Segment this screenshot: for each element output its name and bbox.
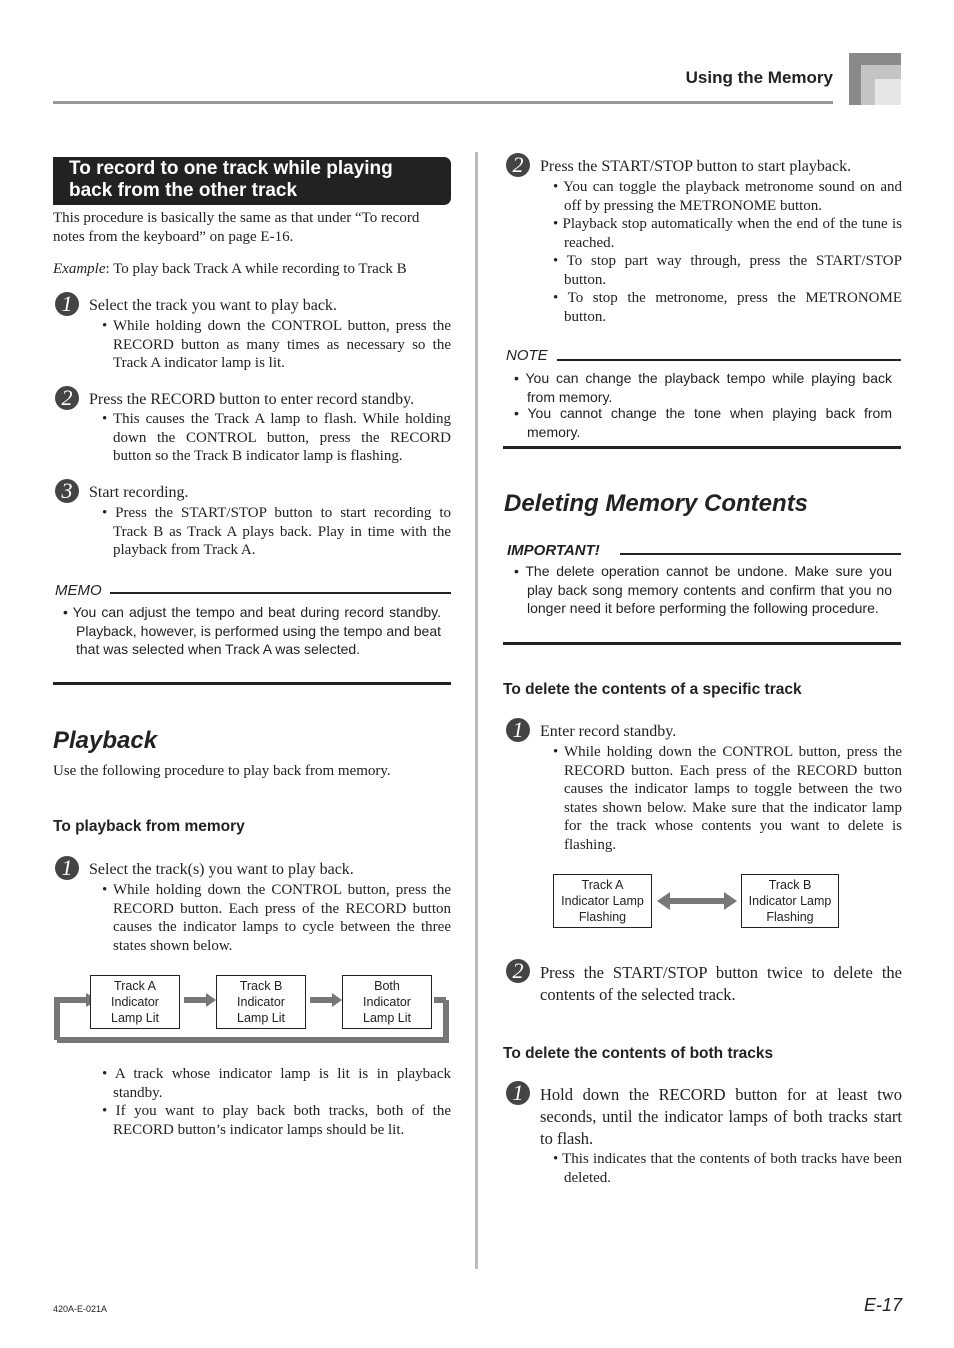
- step-number-2: 2: [506, 959, 530, 983]
- important-top-rule: [620, 553, 901, 555]
- note-bullet: • You cannot change the tone when playing back from memory.: [514, 405, 892, 440]
- step-bullet: • While holding down the CONTROL button, press the RECORD button as many times as necessary so the Track A indicator lamp is lit.: [102, 318, 451, 371]
- both-tracks-heading: To delete the contents of both tracks: [503, 1045, 774, 1062]
- step-text: Select the track(s) you want to play back.: [89, 861, 354, 878]
- box-line: Track B: [239, 979, 283, 993]
- step-bullet: • To stop the metronome, press the METRONOME button.: [553, 290, 902, 325]
- intro-line: notes from the keyboard” on page E-16.: [53, 228, 294, 245]
- page-number: E-17: [863, 1295, 902, 1315]
- box-line: Track A: [581, 878, 624, 892]
- step-number-3: 3: [55, 479, 79, 503]
- step-text: Enter record standby.: [540, 723, 677, 740]
- step-text: Hold down the RECORD button for at least two seconds, until the indicator lamps of both tracks start to flash.: [540, 1085, 902, 1148]
- playback-subheading: To playback from memory: [53, 818, 245, 835]
- box-line: Flashing: [766, 910, 814, 924]
- arrow-head: [206, 993, 216, 1007]
- note-bottom-rule: [503, 446, 901, 449]
- step-bullet: • This indicates that the contents of both tracks have been deleted.: [553, 1151, 902, 1186]
- step-text: Select the track you want to play back.: [89, 297, 337, 314]
- cycle-return-line: [57, 1000, 86, 1040]
- specific-track-heading: To delete the contents of a specific track: [503, 681, 802, 698]
- arrow-head: [724, 892, 737, 910]
- box-line: Lamp Lit: [237, 1011, 285, 1025]
- step-text: Start recording.: [89, 484, 189, 501]
- example-label: Example: [53, 261, 106, 277]
- important-bullet: • The delete operation cannot be undone. Make sure you play back song memory contents and confirm that you no longer need it before performing the following procedure.: [514, 563, 892, 616]
- both-lit-box: [342, 975, 432, 1029]
- section-title-line2: back from the other track: [69, 180, 298, 201]
- footer-code: 420A-E-021A: [53, 1304, 108, 1314]
- step-text: Press the RECORD button to enter record standby.: [89, 391, 415, 408]
- box-line: Track A: [114, 979, 156, 993]
- step-number-2: 2: [55, 386, 79, 410]
- section-title-line1: To record to one track while playing: [69, 158, 393, 179]
- header-section-title: Using the Memory: [685, 68, 833, 87]
- step-number-1: 1: [55, 292, 79, 316]
- memo-bullet: • You can adjust the tempo and beat during record standby. Playback, however, is performed using the tempo and beat that was selected when Track A was selected.: [63, 604, 441, 657]
- playback-bullet: • If you want to play back both tracks, both of the RECORD button’s indicator lamps should be lit.: [102, 1103, 451, 1138]
- step-number-1: 1: [506, 1081, 530, 1105]
- box-line: Track B: [768, 878, 812, 892]
- step-bullet: • Press the START/STOP button to start recording to Track B as Track A plays back. Play in time with the playback from Track A.: [102, 505, 451, 558]
- memo-bottom-rule: [53, 682, 451, 685]
- track-b-lit-box: [216, 975, 306, 1029]
- intro-text: [53, 209, 453, 246]
- box-line: Indicator: [363, 995, 411, 1009]
- important-title: IMPORTANT!: [507, 542, 600, 559]
- box-line: Indicator Lamp: [748, 894, 832, 908]
- example-body: : To play back Track A while recording to Track B: [105, 261, 407, 277]
- box-line: Flashing: [578, 910, 627, 924]
- playback-bullet: • A track whose indicator lamp is lit is in playback standby.: [102, 1066, 451, 1101]
- box-line: Indicator: [237, 995, 285, 1009]
- step-bullet: • While holding down the CONTROL button, press the RECORD button. Each press of the RECORD button causes the indicator lamps to toggle between the two states shown below. Make sure that the indicator lamp for the track whose contents you want to delete is flashing.: [553, 744, 902, 853]
- step-number-1: 1: [55, 856, 79, 880]
- box-line: Indicator Lamp: [561, 894, 644, 908]
- step-text: Press the START/STOP button to start playback.: [540, 158, 852, 175]
- section-title-bar: [53, 157, 451, 205]
- step-bullet: • Playback stop automatically when the end of the tune is reached.: [553, 216, 902, 251]
- page-tab-marker-inner: [875, 79, 901, 105]
- arrow-head: [657, 892, 670, 910]
- playback-intro: Use the following procedure to play back from memory.: [53, 763, 391, 779]
- example-text: [53, 260, 453, 279]
- memo-top-rule: [110, 592, 451, 594]
- box-line: Indicator: [111, 995, 159, 1009]
- step-bullet: • You can toggle the playback metronome sound on and off by pressing the METRONOME button.: [553, 179, 902, 214]
- deleting-heading: Deleting Memory Contents: [504, 490, 809, 517]
- step-bullet: • While holding down the CONTROL button, press the RECORD button. Each press of the RECORD button causes the indicator lamps to cycle between the three states shown below.: [102, 882, 451, 954]
- step-bullet: • To stop part way through, press the START/STOP button.: [553, 253, 902, 288]
- important-bottom-rule: [503, 642, 901, 645]
- box-line: Both: [374, 979, 400, 993]
- memo-title: MEMO: [55, 582, 102, 599]
- step-bullet: • This causes the Track A lamp to flash. While holding down the CONTROL button, press the RECORD button so the Track B indicator lamp is flashing.: [102, 411, 451, 464]
- box-line: Lamp Lit: [111, 1011, 159, 1025]
- track-a-flashing-box: [553, 874, 652, 928]
- intro-line: This procedure is basically the same as that under “To record: [53, 210, 420, 226]
- playback-heading: Playback: [53, 727, 158, 754]
- step-text: Press the START/STOP button twice to delete the contents of the selected track.: [540, 963, 902, 1004]
- note-top-rule: [557, 359, 901, 361]
- note-title: NOTE: [506, 347, 548, 364]
- column-divider: [475, 152, 478, 1269]
- box-line: Lamp Lit: [363, 1011, 411, 1025]
- step-number-1: 1: [506, 718, 530, 742]
- note-bullet: • You can change the playback tempo while playing back from memory.: [514, 370, 892, 405]
- track-a-lit-box: [90, 975, 180, 1029]
- track-b-flashing-box: [741, 874, 839, 928]
- header-rule: [53, 101, 833, 104]
- step-number-2: 2: [506, 153, 530, 177]
- arrow-head: [332, 993, 342, 1007]
- toggle-arrow: [654, 888, 740, 914]
